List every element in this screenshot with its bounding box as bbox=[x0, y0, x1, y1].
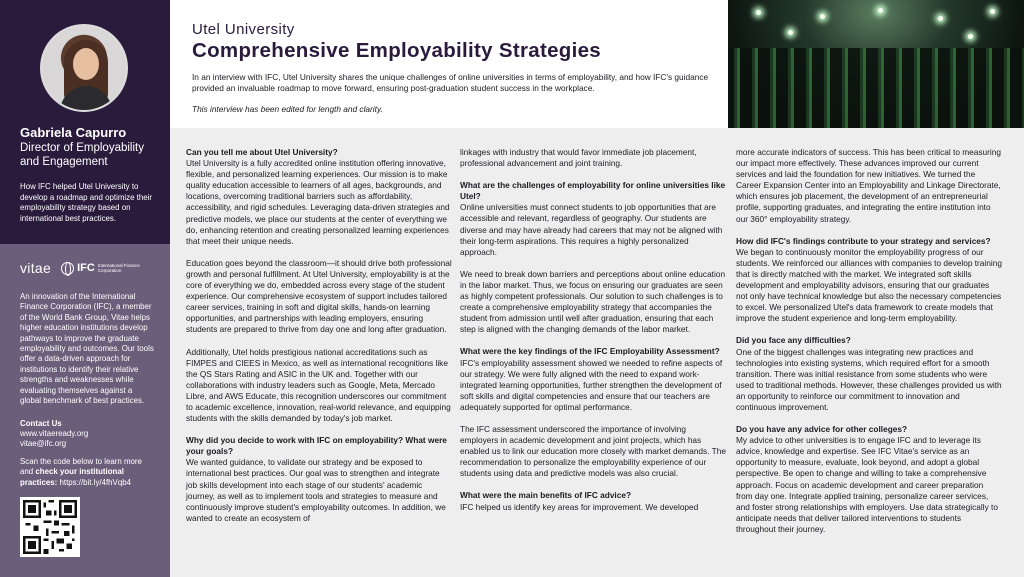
answer-text: My advice to other universities is to engage IFC and to leverage its advice, knowledge and expertise. See IFC Vitae's service as an opportunity to measure, evaluate, look beyond, and adopt a global perspective. Be open to change and willing to take a comprehensive approach. Focus on academic development and career preparation from day one. Integrate applied training, personalize career services, and foster strong relationships with employers. Use data strategically to anticipate needs that deliver tailored interventions to students throughout their journey. bbox=[736, 435, 998, 534]
answer-text: Online universities must connect students to job opportunities that are accessible and relevant, regardless of geography. Our students are diverse and may have already had careers that may not be aligned with their long-term aspirations. This requires a highly personalized approach. bbox=[460, 202, 723, 257]
question-heading: What were the key findings of the IFC Employability Assessment? bbox=[460, 346, 720, 357]
body-paragraph: Education goes beyond the classroom—it should drive both professional growth and personal fulfillment. At Utel University, employability is at the core of everything we do, embedded across every stage of the student experience. Our comprehensive ecosystem of support includes tailored career services, training in soft and digital skills, hands-on learning opportunities, and partnerships with leading employers, ensuring students are prepared to thrive from day one and long after graduation. bbox=[186, 257, 452, 335]
question-heading: Did you face any difficulties? bbox=[736, 335, 851, 346]
qr-code-icon bbox=[23, 500, 77, 554]
answer-text: One of the biggest challenges was integrating new practices and technologies into existing systems, which required effort for a smooth transition. There was initial resistance from some students who were used to traditional methods. However, these challenges provided us with an opportunity to reinforce our commitment to innovation and continuous improvement. bbox=[736, 346, 1002, 412]
article-column-1 bbox=[186, 147, 452, 535]
avatar bbox=[40, 24, 128, 112]
globe-icon bbox=[61, 262, 74, 275]
contact-website-link[interactable]: www.vitaeready.org bbox=[20, 429, 89, 438]
answer-text: IFC helped us identify key areas for improvement. We developed bbox=[460, 501, 699, 512]
body-paragraph: linkages with industry that would favor immediate job placement, professional advancement and joint training. bbox=[460, 147, 697, 169]
vitae-logo: vitae bbox=[20, 260, 52, 276]
case-description: How IFC helped Utel University to develop a roadmap and optimize their employability strategy based on international best practices. bbox=[20, 182, 153, 223]
graduation-photo bbox=[728, 0, 1024, 128]
article-column-2 bbox=[460, 147, 726, 524]
answer-text: We wanted guidance, to validate our strategy and be exposed to international best practices. Our goal was to strengthen and integrate job skills development into each stage of our students' academic journey, as well as to implement tools and strategies to measure and continuously improve student's employability outcomes. In addition, we wanted to create an ecosystem of bbox=[186, 457, 446, 523]
article-column-3 bbox=[736, 147, 1002, 546]
body-paragraph: We need to break down barriers and perceptions about online education in the labor market. Thus, we focus on ensuring our graduates are seen as highly competent professionals. Our solution to such challenges is to create a comprehensive employability strategy that accompanies the student from admission until well after graduation, ensuring that each step is aligned with the changing demands of the labor market. bbox=[460, 268, 726, 335]
edit-note: This interview has been edited for length and clarity. bbox=[192, 104, 383, 114]
about-text: An innovation of the International Finance Corporation (IFC), a member of the World Bank Group, Vitae helps higher education institutions develop pathways to improve the graduate employability and outcomes. Our tools offer a data-driven approach for institutions to identify their relative strengths and weaknesses while evaluating themselves against a global benchmark of best practices. bbox=[20, 292, 154, 406]
question-heading: Do you have any advice for other colleges? bbox=[736, 424, 908, 435]
profile-panel bbox=[0, 0, 170, 244]
ifc-logo bbox=[61, 262, 142, 275]
question-heading: What are the challenges of employability for online universities like Utel? bbox=[460, 180, 726, 202]
scan-text bbox=[20, 457, 155, 488]
body-paragraph: Additionally, Utel holds prestigious national accreditations such as FIMPES and CIEES in Mexico, as well as international recognitions like the QS Stars Rating and ASIC in the UK and. Together with our collaborations with industry leaders such as Google, Meta, Mercado Libre, and AWS Educate, this recognition underscores our commitment to academic excellence, innovation, real-world relevance, and equipping students with the skills demanded by today's job market. bbox=[186, 346, 451, 424]
ifc-logo-subtext: International Finance Corporation bbox=[97, 263, 140, 273]
article-header bbox=[170, 0, 728, 128]
body-paragraph: The IFC assessment underscored the importance of involving employers in academic development and joint projects, which has enabled us to link our education more closely with market demands. The recommendation to personalize the employability experience of our students using data and predictive models was also crucial. bbox=[460, 423, 726, 479]
ifc-logo-text: IFC bbox=[77, 262, 95, 274]
answer-text: We began to continuously monitor the employability progress of our students. We reinforced our alliances with companies to develop training that is directly matched with the market. We integrated soft skills development and employability advisors, ensuring that our graduates not only have technical knowledge but also the necessary competencies to excel. We personalized Utel's data framework to create models that improve the student experience and long-term employability. bbox=[736, 246, 1002, 324]
answer-text: IFC's employability assessment showed we needed to refine aspects of our strategy. We were fully aligned with the need to expand work-integrated learning opportunities, further strengthen the development of soft skills and digital competencies and ensure that our teachers are adequately supported for optimal performance. bbox=[460, 357, 723, 412]
page-title: Comprehensive Employability Strategies bbox=[192, 39, 601, 62]
contact-details bbox=[20, 429, 88, 450]
person-name: Gabriela Capurro bbox=[20, 125, 127, 140]
sidebar bbox=[0, 0, 170, 577]
person-role: Director of Employability and Engagement bbox=[20, 142, 144, 168]
contact-heading: Contact Us bbox=[20, 419, 62, 428]
scan-url-link[interactable]: https://bit.ly/4fhVqb4 bbox=[59, 477, 131, 487]
contact-email-link[interactable]: vitae@ifc.org bbox=[20, 439, 67, 449]
question-heading: What were the main benefits of IFC advice? bbox=[460, 490, 632, 501]
body-paragraph: more accurate indicators of success. This has been critical to measuring our impact more effectively. These advances improved our current services and laid the foundation for new initiatives. We turned the Career Expansion Center into an Employability and Linkage Directorate, which ensures job placement, the development of an entrepreneurial profile, supporting graduates, and integrating the entire institution into our 360° employability strategy. bbox=[736, 147, 1002, 224]
institution-name: Utel University bbox=[192, 21, 295, 38]
qr-code[interactable] bbox=[20, 497, 80, 557]
question-heading: Can you tell me about Utel University? bbox=[186, 147, 338, 157]
answer-text: Utel University is a fully accredited online institution offering innovative, flexible, and personalized learning experiences. Our mission is to make quality education accessible to learners of all ages, backgrounds, and locations, overcoming traditional barriers such as affordability, accessibility, and rigid schedules. Leveraging data-driven strategies and predictive models, we place our students at the center of everything we do, enhancing retention and creating personalized learning experiences that meet their unique needs. bbox=[186, 158, 450, 246]
intro-text: In an interview with IFC, Utel University shares the unique challenges of online universities in terms of employability, and how IFC's guidance provided an invaluable roadmap to move forward, ensuring post-graduation student success in the workplace. bbox=[192, 72, 709, 93]
scan-prefix: Scan the code below to learn more and bbox=[20, 457, 142, 477]
question-heading: Why did you decide to work with IFC on employability? What were your goals? bbox=[186, 435, 447, 457]
partner-logos bbox=[20, 258, 160, 278]
scan-bold: check your institutional practices: bbox=[20, 467, 124, 487]
question-heading: How did IFC's findings contribute to your strategy and services? bbox=[736, 235, 991, 246]
